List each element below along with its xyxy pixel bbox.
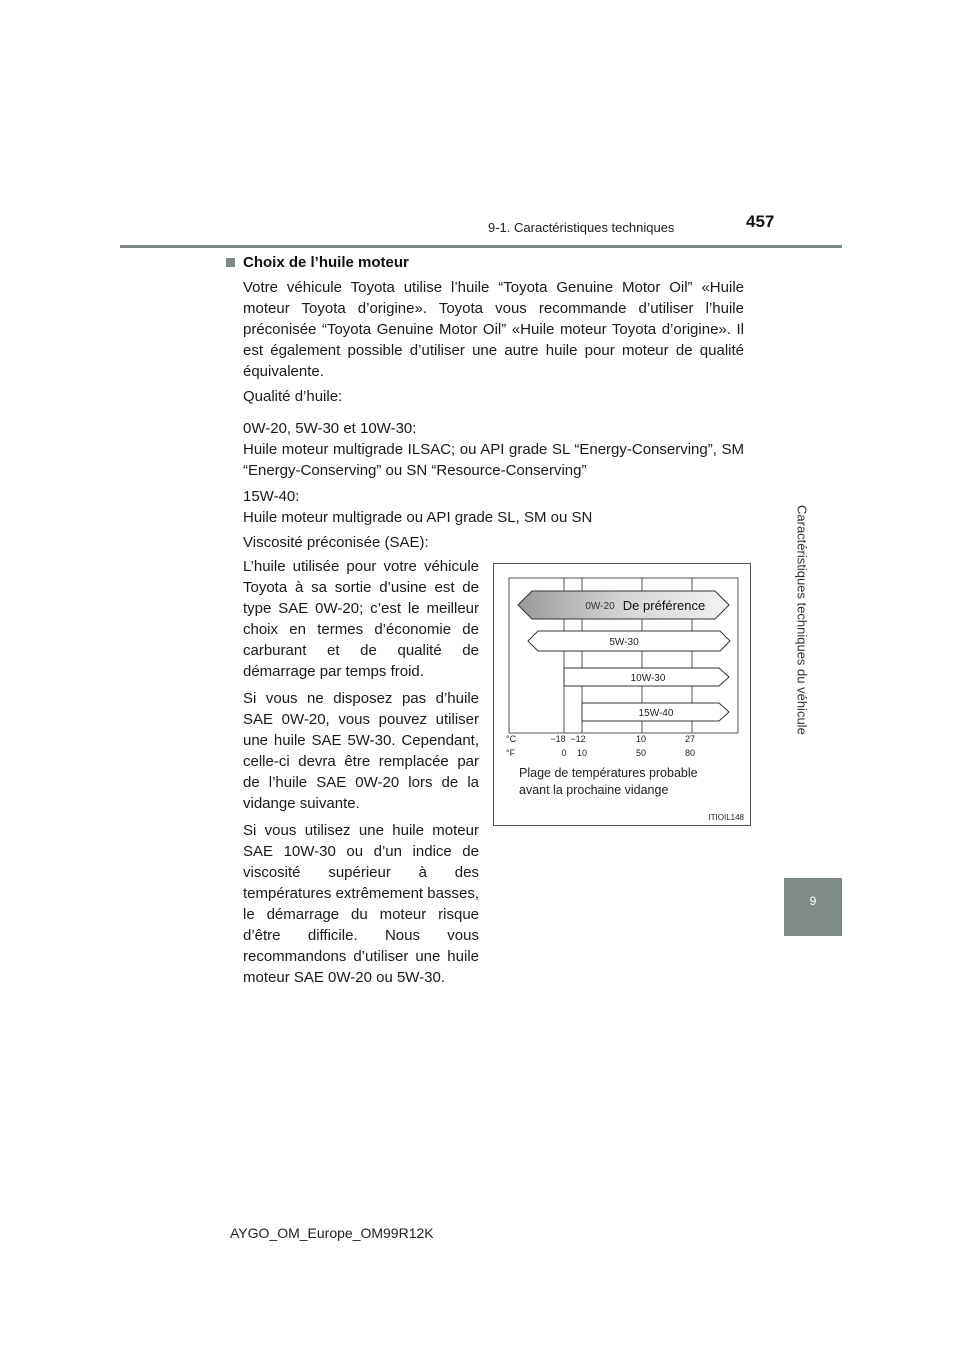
alternative-oil-paragraph: Si vous ne disposez pas d’huile SAE 0W-20, vous pouvez utiliser une huile SAE 5W-30. Cependant, celle-ci devra être remplacée par de l’huile SAE 0W-20 lors de la vidange suivante. <box>243 690 479 812</box>
bar-0w20-label: 0W-20 <box>585 601 615 612</box>
viscosity-diagram <box>493 563 751 826</box>
fahrenheit-tick: 0 <box>561 748 567 758</box>
bar-10w30-label: 10W-30 <box>630 673 666 684</box>
celsius-tick: −18 <box>550 734 566 744</box>
viscosity-label: Viscosité préconisée (SAE): <box>243 534 429 551</box>
intro-paragraph: Votre véhicule Toyota utilise l’huile “Toyota Genuine Motor Oil” «Huile moteur Toyota d’origine». Toyota vous recommande d’utiliser l’huile préconisée “Toyota Genuine Motor Oil” «Huile moteur Toyota d’origine». Il est également possible d’utiliser une autre huile pour moteur de qualité équivalente. <box>243 279 744 380</box>
section-title: 9-1. Caractéristiques techniques <box>488 220 675 235</box>
celsius-unit: °C <box>506 734 517 744</box>
figure-id: ITIOIL148 <box>708 813 744 822</box>
grade-group-1-text: Huile moteur multigrade ILSAC; ou API grade SL “Energy-Conserving”, SM “Energy-Conserving” ou SN “Resource-Conserving” <box>243 441 744 479</box>
chapter-number: 9 <box>809 894 817 908</box>
section-heading <box>226 254 409 271</box>
grade-group-1-title: 0W-20, 5W-30 et 10W-30: <box>243 420 417 437</box>
grade-group-2-text: Huile moteur multigrade ou API grade SL, SM ou SN <box>243 509 593 526</box>
heading-square-icon <box>226 258 235 267</box>
oil-quality-label: Qualité d’huile: <box>243 388 343 405</box>
viscosity-chart <box>494 564 750 825</box>
grade-group-2-title: 15W-40: <box>243 488 300 505</box>
diagram-caption-line-1: Plage de températures probable <box>519 766 698 780</box>
celsius-tick: −12 <box>570 734 586 744</box>
header-rule <box>120 245 842 248</box>
bar-0w20-preferred-label: De préférence <box>622 598 706 613</box>
heading-text: Choix de l’huile moteur <box>243 254 409 271</box>
document-code: AYGO_OM_Europe_OM99R12K <box>230 1225 434 1241</box>
fahrenheit-unit: °F <box>506 748 516 758</box>
bar-15w40-label: 15W-40 <box>638 708 674 719</box>
fahrenheit-tick: 50 <box>635 748 647 758</box>
fahrenheit-tick: 80 <box>684 748 696 758</box>
oil-quality-group-1 <box>243 418 744 481</box>
oil-quality-group-2 <box>243 486 744 528</box>
fahrenheit-tick: 10 <box>576 748 588 758</box>
chapter-tab <box>784 878 842 936</box>
factory-oil-paragraph: L’huile utilisée pour votre véhicule Toyota à sa sortie d’usine est de type SAE 0W-20; c’est le meilleur choix en termes d’économie de carburant et de qualité de démarrage par temps froid. <box>243 558 479 680</box>
page-number: 457 <box>746 212 775 231</box>
bar-5w30-label: 5W-30 <box>609 637 639 648</box>
side-tab <box>782 360 822 880</box>
celsius-tick: 27 <box>684 734 696 744</box>
side-tab-title: Caractéristiques techniques du véhicule <box>794 505 810 735</box>
celsius-tick: 10 <box>635 734 647 744</box>
cold-start-paragraph: Si vous utilisez une huile moteur SAE 10W-30 ou d’un indice de viscosité supérieur à des températures extrêmement basses, le démarrage du moteur risque d’être difficile. Nous vous recommandons d’utiliser une huile moteur SAE 0W-20 ou 5W-30. <box>243 822 479 986</box>
diagram-caption-line-2: avant la prochaine vidange <box>519 783 669 797</box>
